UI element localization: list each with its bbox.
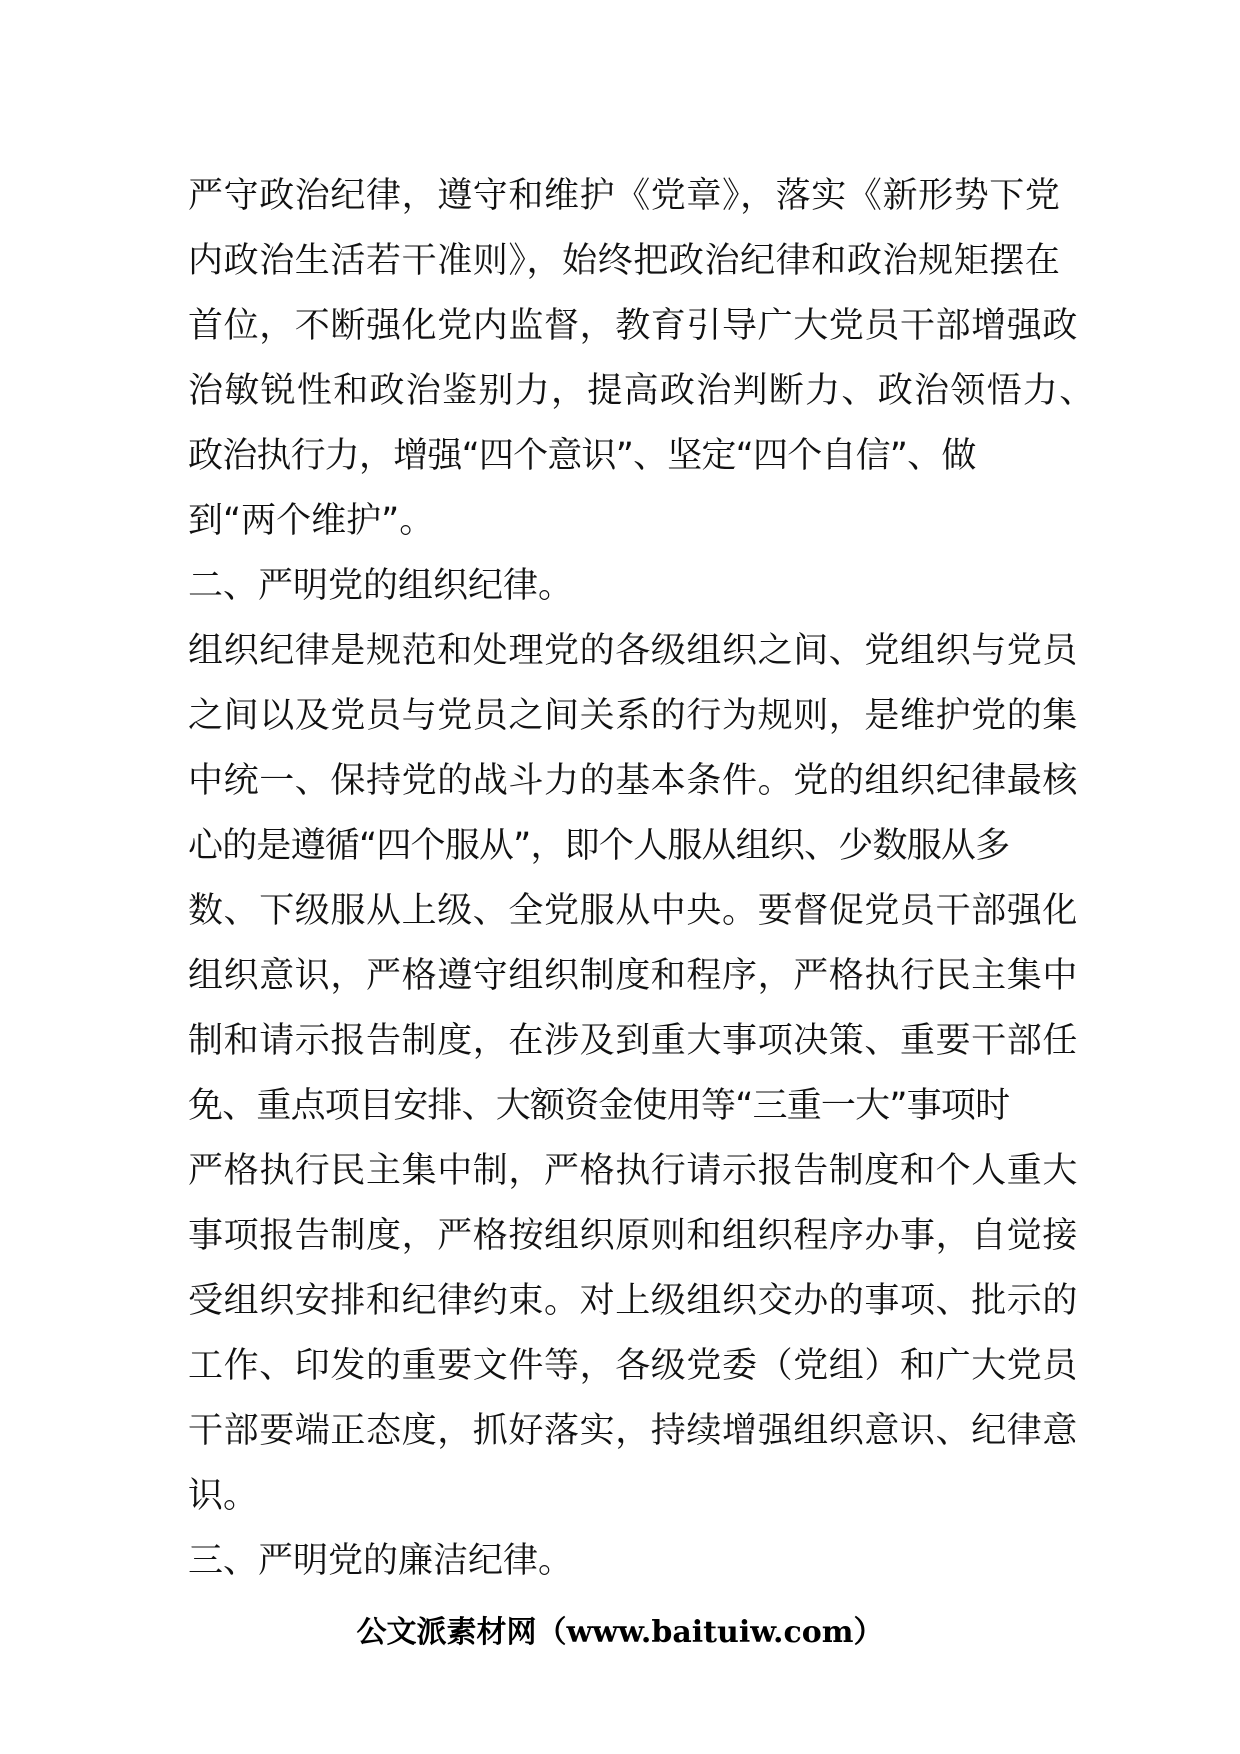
body-line: 严格执行民主集中制，严格执行请示报告制度和个人重大 bbox=[188, 1151, 1079, 1191]
body-line: 首位，不断强化党内监督，教育引导广大党员干部增强政 bbox=[188, 306, 1079, 346]
body-line: 受组织安排和纪律约束。对上级组织交办的事项、批示的 bbox=[188, 1281, 1079, 1321]
body-line: 心的是遵循“四个服从”，即个人服从组织、少数服从多 bbox=[188, 826, 1010, 866]
body-line: 工作、印发的重要文件等，各级党委（党组）和广大党员 bbox=[188, 1346, 1079, 1386]
body-line: 到“两个维护”。 bbox=[188, 501, 435, 541]
body-line: 内政治生活若干准则》，始终把政治纪律和政治规矩摆在 bbox=[188, 241, 1061, 281]
body-line: 识。 bbox=[188, 1476, 259, 1516]
body-line: 治敏锐性和政治鉴别力，提高政治判断力、政治领悟力、 bbox=[188, 371, 1096, 411]
body-line: 干部要端正态度，抓好落实，持续增强组织意识、纪律意 bbox=[188, 1411, 1079, 1451]
section-heading: 三、严明党的廉洁纪律。 bbox=[188, 1541, 574, 1581]
body-line: 数、下级服从上级、全党服从中央。要督促党员干部强化 bbox=[188, 891, 1079, 931]
document-body bbox=[188, 164, 1096, 1594]
body-line: 组织纪律是规范和处理党的各级组织之间、党组织与党员 bbox=[188, 631, 1079, 671]
body-line: 免、重点项目安排、大额资金使用等“三重一大”事项时 bbox=[188, 1086, 1010, 1126]
section-heading: 二、严明党的组织纪律。 bbox=[188, 566, 574, 606]
body-line: 政治执行力，增强“四个意识”、坚定“四个自信”、做 bbox=[188, 436, 976, 476]
body-line: 严守政治纪律，遵守和维护《党章》，落实《新形势下党 bbox=[188, 176, 1061, 216]
body-line: 组织意识，严格遵守组织制度和程序，严格执行民主集中 bbox=[188, 956, 1079, 996]
body-line: 之间以及党员与党员之间关系的行为规则，是维护党的集 bbox=[188, 696, 1079, 736]
page-footer: 公文派素材网（www.baituiw.com） bbox=[356, 1615, 884, 1650]
body-line: 中统一、保持党的战斗力的基本条件。党的组织纪律最核 bbox=[188, 761, 1079, 801]
body-line: 制和请示报告制度，在涉及到重大事项决策、重要干部任 bbox=[188, 1021, 1079, 1061]
body-line: 事项报告制度，严格按组织原则和组织程序办事，自觉接 bbox=[188, 1216, 1079, 1256]
